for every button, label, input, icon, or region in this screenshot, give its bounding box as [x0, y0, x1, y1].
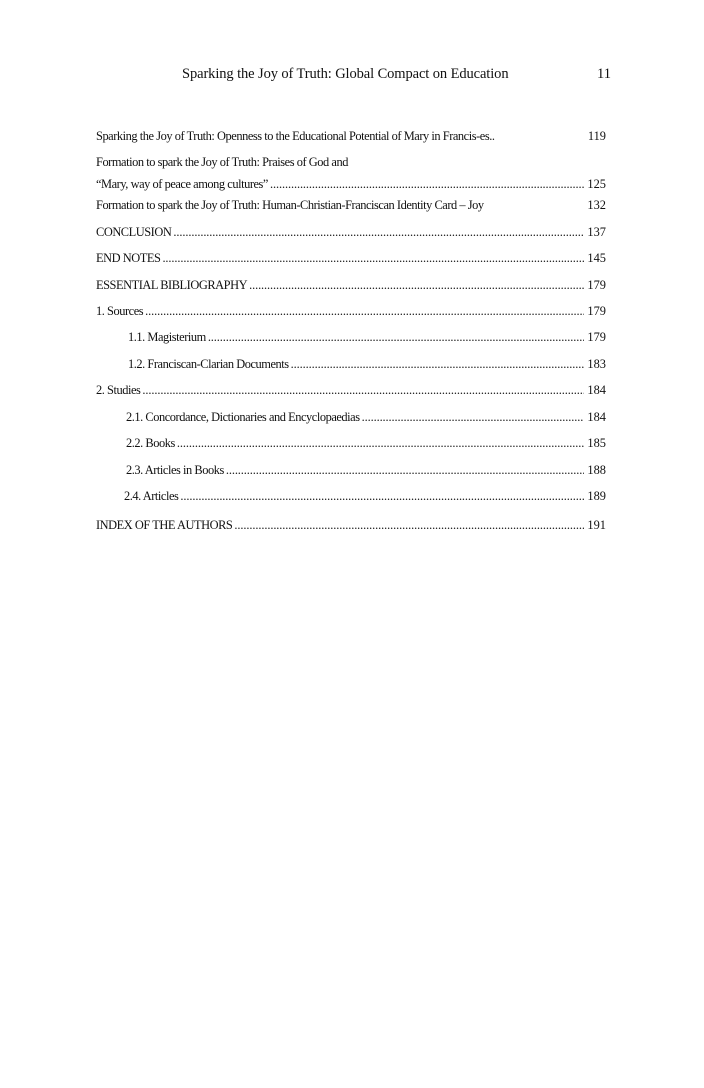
dot-leader: [291, 357, 585, 372]
toc-entry-page: 189: [587, 489, 606, 503]
toc-entry-page: 191: [587, 518, 606, 532]
toc-entry-label: Formation to spark the Joy of Truth: Human-Christian-Franciscan Identity Card – Joy: [96, 198, 484, 212]
toc-entry-page: 184: [587, 383, 606, 397]
toc-entry-index-of-authors: [96, 518, 606, 534]
toc-entry-sources: [96, 304, 606, 320]
toc-entry-label: END NOTES: [96, 251, 161, 265]
toc-entry-page: 179: [587, 304, 606, 318]
toc-entry-label: 2.2. Books: [126, 436, 175, 450]
toc-entry-end-notes: [96, 251, 606, 267]
toc-entry-label: ESSENTIAL BIBLIOGRAPHY: [96, 278, 248, 292]
toc-entry-books: [126, 436, 606, 452]
dot-leader: [226, 463, 585, 478]
toc-entry-articles-in-books: [126, 463, 606, 479]
toc-entry-label: “Mary, way of peace among cultures”: [96, 177, 268, 191]
dot-leader: [180, 489, 584, 504]
toc-entry-openness-mary: [96, 129, 606, 145]
toc-entry-page: 125: [587, 177, 606, 191]
toc-entry-label: CONCLUSION: [96, 225, 172, 239]
toc-entry-label: 2.4. Articles: [124, 489, 179, 503]
toc-entry-label: 2.1. Concordance, Dictionaries and Encyclopaedias: [126, 410, 360, 424]
running-header: [0, 66, 704, 86]
toc-entry-label: INDEX OF THE AUTHORS: [96, 518, 233, 532]
toc-entry-concordance: [126, 410, 606, 426]
dot-leader: [270, 177, 584, 192]
toc-entry-conclusion: [96, 225, 606, 241]
dot-leader: [177, 436, 585, 451]
toc-entry-label: 1. Sources: [96, 304, 144, 318]
dot-leader: [208, 330, 585, 345]
toc-entry-page: 185: [587, 436, 606, 450]
toc-entry-label: 2. Studies: [96, 383, 141, 397]
toc-entry-label: 2.3. Articles in Books: [126, 463, 224, 477]
toc-entry-page: 119: [587, 129, 606, 143]
toc-entry-page: 184: [587, 410, 606, 424]
running-title: Sparking the Joy of Truth: Global Compact on Education: [182, 66, 509, 82]
toc-entry-franciscan-documents: [128, 357, 606, 373]
toc-entry-page: 132: [587, 198, 606, 212]
toc-entry-studies: [96, 383, 606, 399]
toc-entry-praises-of-god: [96, 177, 606, 193]
toc-entry-page: 179: [587, 330, 606, 344]
toc-entry-bibliography: [96, 278, 606, 294]
toc-entry-page: 137: [587, 225, 606, 239]
dot-leader: [173, 225, 584, 240]
toc-entry-page: 145: [587, 251, 606, 265]
toc-entry-label: 1.1. Magisterium: [128, 330, 206, 344]
toc-entry-page: 188: [587, 463, 606, 477]
dot-leader: [162, 251, 584, 266]
dot-leader: [142, 383, 584, 398]
page-number: 11: [597, 66, 611, 82]
dot-leader: [145, 304, 584, 319]
toc-entry-label: 1.2. Franciscan-Clarian Documents: [128, 357, 289, 371]
toc-entry-page: 179: [587, 278, 606, 292]
toc-entry-identity-card: [96, 198, 606, 214]
dot-leader: [234, 518, 584, 533]
toc-entry-label: Sparking the Joy of Truth: Openness to the Educational Potential of Mary in Francis-es..: [96, 129, 495, 143]
toc-entry-magisterium: [128, 330, 606, 346]
dot-leader: [249, 278, 584, 293]
dot-leader: [362, 410, 585, 425]
toc-entry-articles: [124, 489, 606, 505]
toc-entry-page: 183: [587, 357, 606, 371]
toc-entry-label-line1: Formation to spark the Joy of Truth: Praises of God and: [96, 155, 348, 169]
